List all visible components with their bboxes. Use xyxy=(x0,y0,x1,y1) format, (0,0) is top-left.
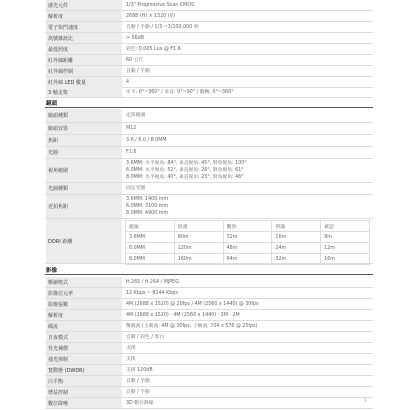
spec-value xyxy=(125,147,373,158)
spec-label: 碼流 xyxy=(46,321,122,331)
spec-label: 強光抑制 xyxy=(46,354,122,364)
spec-value-line: 8.0MM: 水平視角: 40°, 垂直視角: 23°, 對角視角: 46° xyxy=(126,175,244,180)
spec-value xyxy=(125,332,373,342)
spec-label: 感光元件 xyxy=(46,0,122,10)
spec-row xyxy=(45,11,373,22)
dori-table xyxy=(125,220,370,265)
spec-label: 解析度 xyxy=(46,310,122,320)
table-header-cell: 確認 xyxy=(321,221,370,232)
spec-row xyxy=(45,299,373,310)
spec-label: 影像位元率 xyxy=(46,288,122,298)
spec-row xyxy=(45,195,373,219)
table-cell: 32m xyxy=(223,232,272,243)
table-header-cell: 觀察 xyxy=(223,221,272,232)
spec-row xyxy=(45,398,373,409)
table-row xyxy=(126,232,370,243)
spec-value xyxy=(125,33,373,43)
spec-row xyxy=(45,354,373,365)
spec-row xyxy=(45,288,373,299)
spec-label: 焦距 xyxy=(46,135,122,146)
spec-label: 紅外線距離 xyxy=(46,55,122,65)
table-cell: 80m xyxy=(174,232,223,243)
spec-label: 近拍焦距 xyxy=(46,195,122,218)
table-cell: 12m xyxy=(321,243,370,254)
spec-value xyxy=(125,0,373,10)
spec-label: 壓縮格式 xyxy=(46,277,122,287)
table-header-cell: 偵測 xyxy=(174,221,223,232)
spec-row xyxy=(45,376,373,387)
spec-value-line: 4 xyxy=(126,79,130,85)
spec-row xyxy=(45,135,373,147)
spec-row xyxy=(45,123,373,135)
table-cell: 8.0MM xyxy=(126,254,175,265)
section-heading-video: 影像 xyxy=(45,265,373,275)
spec-value-line: 6.0MM: 3100 mm xyxy=(126,204,169,209)
spec-value-line: 1/3" Progressive Scan CMOS xyxy=(126,2,195,8)
spec-row xyxy=(45,159,373,183)
spec-label: 背光補償 xyxy=(46,343,122,353)
spec-value-line: 60 公尺 xyxy=(126,57,144,63)
spec-value-line: 支援 120dB xyxy=(126,367,153,373)
spec-row xyxy=(45,310,373,321)
spec-value-line: 水平: 0°~360° / 垂直: 0°~90° / 翻轉: 0°~360° xyxy=(126,89,234,95)
table-cell: 48m xyxy=(223,243,272,254)
spec-value xyxy=(125,135,373,146)
spec-value xyxy=(125,22,373,32)
spec-row xyxy=(45,343,373,354)
table-header-cell: 辨識 xyxy=(272,221,321,232)
spec-label: 最低照度 xyxy=(46,44,122,54)
spec-row xyxy=(45,277,373,288)
spec-value-line: > 56dB xyxy=(126,35,144,41)
spec-label: 白平衡 xyxy=(46,376,122,386)
spec-value-line: 3.6MM: 1400 mm xyxy=(126,197,169,202)
spec-row xyxy=(45,44,373,55)
spec-value-line: 6.0MM: 水平視角: 52°, 垂直視角: 28°, 對角視角: 61° xyxy=(126,168,244,173)
table-cell: 160m xyxy=(174,254,223,265)
spec-value xyxy=(125,77,373,87)
spec-value xyxy=(125,299,373,309)
spec-label: 影像張數 xyxy=(46,299,122,309)
spec-row xyxy=(45,147,373,159)
spec-value-line: H.265 / H.264 / MJPEG xyxy=(126,279,179,285)
table-cell: 16m xyxy=(272,232,321,243)
spec-label: 數位降噪 xyxy=(46,398,122,408)
spec-label: 視角範圍 xyxy=(46,159,122,182)
spec-value-line: 3.6MM: 水平視角: 84°, 垂直視角: 45°, 對角視角: 100° xyxy=(126,161,247,166)
spec-value xyxy=(125,87,373,97)
spec-value-line: 3.6 / 6.0 / 8.0MM xyxy=(126,138,167,143)
spec-value xyxy=(125,44,373,54)
spec-value-line: 支援 xyxy=(126,356,136,362)
table-cell: 32m xyxy=(272,254,321,265)
spec-value-line: 12 Kbps ~ 8144 Kbps xyxy=(126,290,178,296)
spec-value-line: M12 xyxy=(126,126,137,131)
table-cell: 120m xyxy=(174,243,223,254)
spec-label: 鏡頭種類 xyxy=(46,109,122,122)
spec-row xyxy=(45,33,373,44)
spec-value xyxy=(125,55,373,65)
spec-value-line: 8.0MM: 4900 mm xyxy=(126,211,169,216)
spec-label: 日夜模式 xyxy=(46,332,122,342)
table-header-row xyxy=(126,221,370,232)
spec-value xyxy=(125,195,373,218)
spec-value xyxy=(125,123,373,134)
spec-label: 電子快門速度 xyxy=(46,22,122,32)
spec-value xyxy=(125,159,373,182)
spec-row xyxy=(45,109,373,123)
spec-row xyxy=(45,332,373,343)
section-heading-lens: 鏡頭 xyxy=(45,98,373,108)
spec-value xyxy=(125,387,373,397)
spec-label: DORI 距離 xyxy=(46,219,122,263)
spec-value-line: 自動 / 彩色 / 黑白 xyxy=(126,334,165,340)
spec-row xyxy=(45,183,373,195)
spec-value-line: 自動 / 手動 xyxy=(126,389,150,395)
spec-value-line: 自動 / 手動 xyxy=(126,68,150,74)
spec-row xyxy=(45,365,373,376)
table-cell: 16m xyxy=(321,254,370,265)
spec-value-line: 2688 (H) × 1520 (V) xyxy=(126,13,175,19)
spec-label: 增益控制 xyxy=(46,387,122,397)
table-cell: 6.0MM xyxy=(126,243,175,254)
table-cell: 3.6MM xyxy=(126,232,175,243)
spec-row xyxy=(45,321,373,332)
spec-value xyxy=(125,398,373,408)
spec-value-line: 自動 / 手動 xyxy=(126,378,150,384)
spec-label: 訊號雜訊比 xyxy=(46,33,122,43)
spec-value-line: 自動 / 手動 / 1/3 ~1/100,000 秒 xyxy=(126,24,199,30)
spec-value xyxy=(125,277,373,287)
spec-value xyxy=(125,321,373,331)
spec-value xyxy=(125,11,373,21)
spec-label: 鏡頭安裝 xyxy=(46,123,122,134)
spec-value xyxy=(125,288,373,298)
spec-value xyxy=(125,310,373,320)
spec-value xyxy=(125,343,373,353)
spec-value-line: 定焦鏡頭 xyxy=(126,113,146,118)
spec-value-line: 支援 xyxy=(126,345,136,351)
spec-label: 3 軸支架 xyxy=(46,87,122,97)
spec-row xyxy=(45,22,373,33)
table-cell: 64m xyxy=(223,254,272,265)
spec-value-line: 雙碼流 (主碼流: 4M @ 30fps, 子碼流: 704 x 576 @ 25fps) xyxy=(126,323,258,329)
spec-row xyxy=(45,387,373,398)
spec-row xyxy=(45,87,373,98)
spec-value xyxy=(125,376,373,386)
spec-value xyxy=(125,66,373,76)
table-cell: 8m xyxy=(321,232,370,243)
spec-value xyxy=(125,365,373,375)
table-row xyxy=(126,243,370,254)
table-header-cell: 鏡頭 xyxy=(126,221,175,232)
spec-value-line: 固定光圈 xyxy=(126,186,146,191)
spec-row xyxy=(45,55,373,66)
spec-value xyxy=(125,109,373,122)
spec-value-line: 4M (2688 x 1520) @ 20fps / 4M (2560 x 1440) @ 30fps xyxy=(126,301,259,307)
spec-value-line: 彩色: 0.005 Lux @ F1.6 xyxy=(126,46,181,52)
spec-row xyxy=(45,66,373,77)
spec-value-line: 3D 數位降噪 xyxy=(126,400,154,406)
spec-label: 寬動態 (DWDR) xyxy=(46,365,122,375)
table-cell: 24m xyxy=(272,243,321,254)
page-number: 3 xyxy=(364,398,367,403)
table-row xyxy=(126,254,370,265)
spec-label: 解析度 xyxy=(46,11,122,21)
spec-row xyxy=(45,0,373,11)
spec-value-line: 4M (2688 x 1520) · 4M (2560 x 1440) · 3M · 2M xyxy=(126,312,240,318)
spec-label: 光圈 xyxy=(46,147,122,158)
spec-label: 紅外線 LED 數量 xyxy=(46,77,122,87)
spec-label: 紅外線控制 xyxy=(46,66,122,76)
spec-label: 光圈種類 xyxy=(46,183,122,194)
spec-value xyxy=(125,183,373,194)
spec-value xyxy=(125,354,373,364)
spec-value-line: F1.6 xyxy=(126,150,137,155)
